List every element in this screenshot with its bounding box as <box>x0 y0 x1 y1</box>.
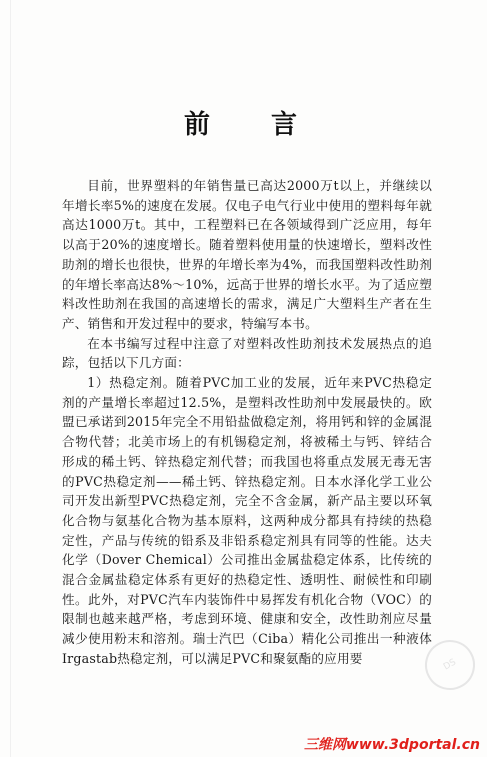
faded-stamp-icon: DS <box>416 631 484 699</box>
paragraph-heat-stabilizer: 1）热稳定剂。随着PVC加工业的发展，近年来PVC热稳定剂的产量增长率超过12.5%，是塑料改性助剂中发展最快的。欧盟已承诺到2015年完全不用铅盐做稳定剂，将用钙和锌的金属混合物代替；北美市场上的有机锡稳定剂，将被稀土与钙、锌结合形成的稀土钙、锌热稳定剂代替；而我国也将重点发展无毒无害的PVC热稳定剂——稀土钙、锌热稳定剂。日本水泽化学工业公司开发出新型PVC热稳定剂，完全不含金属，新产品主要以环氧化合物与氨基化合物为基本原料，这两种成分都具有持续的热稳定性，产品与传统的铅系及非铅系稳定剂具有同等的性能。达夫化学（Dover Chemical）公司推出金属盐稳定体系，比传统的混合金属盐稳定体系有更好的热稳定性、透明性、耐候性和印刷性。此外，对PVC汽车内装饰件中易挥发有机化合物（VOC）的限制也越来越严格，考虑到环境、健康和安全，改性助剂应尽量减少使用粉末和溶剂。瑞士汽巴（Ciba）精化公司推出一种液体Irgastab热稳定剂，可以满足PVC和聚氨酯的应用要 <box>62 375 432 666</box>
page-title: 前 言 <box>183 110 324 140</box>
site-watermark: 三维网www.3dportal.cn <box>303 737 480 753</box>
paragraph-intro: 目前，世界塑料的年销售量已高达2000万t以上，并继续以年增长率5%的速度在发展。仅电子电气行业中使用的塑料每年就高达1000万t。其中，工程塑料已在各领域得到广泛应用，每年以高于20%的速度增长。随着塑料使用量的快速增长，塑料改性助剂的增长也很快，世界的年增长率为4%，而我国塑料改性助剂的年增长率高达8%～10%，远高于世界的增长水平。为了适应塑料改性助剂在我国的高速增长的需求，满足广大塑料生产者在生产、销售和开发过程中的要求，特编写本书。 <box>62 178 432 331</box>
body-text <box>62 176 432 669</box>
paragraph-overview: 在本书编写过程中注意了对塑料改性助剂技术发展热点的追踪，包括以下几方面： <box>62 335 432 371</box>
